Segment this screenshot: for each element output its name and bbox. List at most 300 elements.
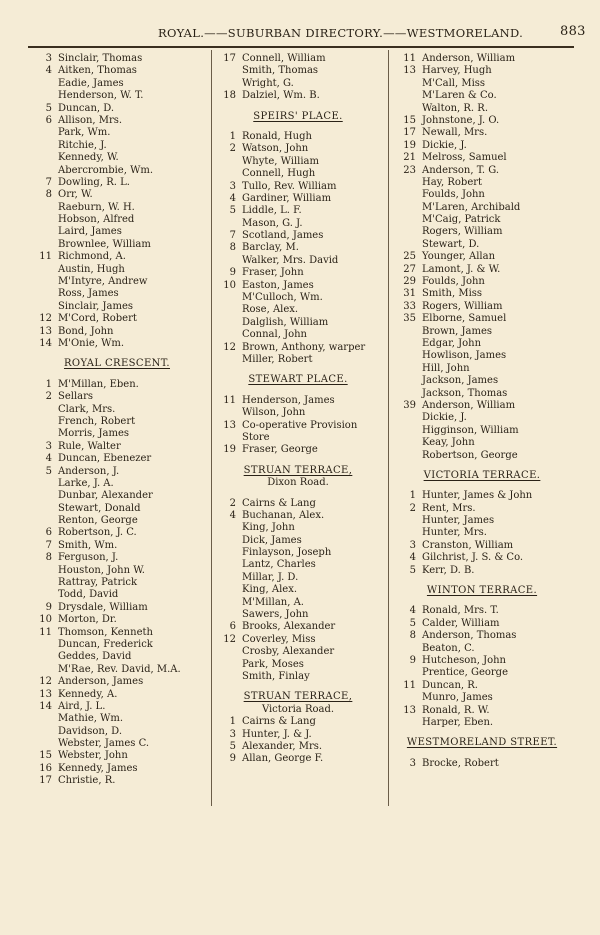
resident-name: M'Caig, Patrick — [422, 214, 501, 226]
resident-name: Duncan, Ebenezer — [58, 453, 152, 465]
directory-entry — [28, 127, 206, 139]
directory-entry — [392, 412, 572, 424]
directory-entry — [212, 90, 384, 102]
directory-entry — [28, 750, 206, 762]
resident-name: Dickie, J. — [422, 412, 467, 424]
resident-name: Connell, Hugh — [242, 168, 316, 180]
resident-name: Gilchrist, J. S. & Co. — [422, 552, 524, 564]
directory-entry — [28, 226, 206, 238]
house-number: 12 — [39, 676, 52, 688]
house-number: 1 — [229, 130, 236, 142]
house-number: 9 — [45, 601, 52, 613]
resident-name: Bond, John — [58, 325, 114, 337]
house-number: 2 — [229, 143, 236, 155]
directory-entry — [392, 388, 572, 400]
directory-entry — [212, 181, 384, 193]
house-number: 14 — [39, 337, 52, 349]
directory-entry — [28, 140, 206, 152]
resident-name: Ronald, R. W. — [422, 704, 490, 716]
house-number: 3 — [409, 757, 416, 769]
section-spacer — [392, 482, 572, 490]
street-heading — [212, 111, 384, 123]
house-number: 7 — [45, 176, 52, 188]
directory-entry — [392, 350, 572, 362]
directory-entry — [28, 264, 206, 276]
directory-entry — [392, 655, 572, 667]
directory-entry — [392, 189, 572, 201]
resident-name: Todd, David — [58, 589, 119, 601]
directory-entry — [212, 267, 384, 279]
directory-entry — [28, 565, 206, 577]
directory-column-1 — [28, 53, 206, 788]
resident-name: Higginson, William — [422, 424, 519, 436]
directory-entry — [392, 643, 572, 655]
directory-entry — [212, 354, 384, 366]
section-spacer — [212, 366, 384, 374]
resident-name: Anderson, J. — [58, 465, 120, 477]
directory-entry — [212, 304, 384, 316]
house-number: 3 — [229, 180, 236, 192]
resident-name: Harper, Eben. — [422, 716, 494, 728]
directory-entry — [28, 478, 206, 490]
resident-name: Park, Wm. — [58, 127, 111, 139]
house-number: 27 — [403, 263, 416, 275]
house-number: 11 — [403, 679, 416, 691]
house-number: 8 — [409, 630, 416, 642]
directory-entry — [212, 621, 384, 633]
house-number: 12 — [39, 313, 52, 325]
resident-name: Rogers, William — [422, 300, 503, 312]
directory-entry — [212, 634, 384, 646]
resident-name: Gardiner, William — [242, 192, 332, 204]
house-number: 11 — [223, 394, 236, 406]
directory-entry — [392, 503, 572, 515]
directory-entry — [392, 251, 572, 263]
directory-entry — [392, 375, 572, 387]
directory-entry — [28, 453, 206, 465]
resident-name: Harvey, Hugh — [422, 65, 492, 77]
directory-entry — [392, 758, 572, 770]
resident-name: Smith, Finlay — [242, 670, 310, 682]
resident-name: Smith, Thomas — [242, 65, 319, 77]
resident-name: Mathie, Wm. — [58, 713, 124, 725]
directory-entry — [392, 515, 572, 527]
resident-name: Calder, William — [422, 617, 500, 629]
house-number: 10 — [223, 279, 236, 291]
street-heading — [212, 691, 384, 703]
resident-name: Allan, George F. — [242, 753, 324, 765]
resident-name: Hill, John — [422, 362, 470, 374]
resident-name: Allison, Mrs. — [58, 114, 123, 126]
house-number: 4 — [229, 509, 236, 521]
directory-entry — [392, 226, 572, 238]
directory-entry — [392, 165, 572, 177]
resident-name: Eadie, James — [58, 77, 124, 89]
section-spacer — [212, 457, 384, 465]
resident-name: Sinclair, James — [58, 300, 133, 312]
directory-entry — [392, 115, 572, 127]
resident-name: Melross, Samuel — [422, 152, 507, 164]
directory-entry — [28, 515, 206, 527]
resident-name: Stewart, D. — [422, 238, 480, 250]
directory-entry — [28, 165, 206, 177]
resident-name: Brooks, Alexander — [242, 621, 336, 633]
directory-column-3 — [392, 53, 572, 770]
resident-name: Aird, J. L. — [58, 700, 106, 712]
resident-name: Munro, James — [422, 692, 493, 704]
directory-entry — [28, 115, 206, 127]
directory-entry — [212, 255, 384, 267]
resident-name: Buchanan, Alex. — [242, 509, 325, 521]
directory-entry — [28, 527, 206, 539]
house-number: 2 — [45, 391, 52, 403]
resident-name: Ronald, Mrs. T. — [422, 605, 499, 617]
directory-entry — [28, 103, 206, 115]
house-number: 1 — [409, 490, 416, 502]
directory-entry — [392, 618, 572, 630]
street-heading — [392, 737, 572, 749]
street-heading-text: WINTON TERRACE. — [426, 585, 538, 597]
resident-name: Brownlee, William — [58, 238, 151, 250]
resident-name: Aitken, Thomas — [58, 65, 137, 77]
house-number: 8 — [229, 242, 236, 254]
resident-name: Cairns & Lang — [242, 716, 316, 728]
resident-name: Lamont, J. & W. — [422, 263, 501, 275]
resident-name: Rattray, Patrick — [58, 577, 138, 589]
resident-name: Younger, Allan — [422, 251, 496, 263]
resident-name: Stewart, Donald — [58, 502, 141, 514]
house-number: 4 — [409, 605, 416, 617]
directory-entry — [28, 664, 206, 676]
resident-name: Beaton, C. — [422, 642, 475, 654]
column-divider — [388, 50, 389, 806]
resident-name: Newall, Mrs. — [422, 127, 488, 139]
resident-name: Geddes, David — [58, 651, 132, 663]
directory-entry — [212, 65, 384, 77]
resident-name: Clark, Mrs. — [58, 403, 116, 415]
resident-name: Dalglish, William — [242, 316, 329, 328]
directory-entry — [28, 288, 206, 300]
directory-entry — [212, 498, 384, 510]
street-heading-text: STRUAN TERRACE, — [243, 464, 353, 476]
directory-entry — [28, 540, 206, 552]
directory-entry — [392, 326, 572, 338]
resident-name: Anderson, William — [422, 53, 516, 64]
directory-entry — [392, 103, 572, 115]
directory-entry — [28, 428, 206, 440]
directory-entry — [392, 490, 572, 502]
resident-name: Duncan, Frederick — [58, 638, 153, 650]
resident-name: Dickie, J. — [422, 139, 467, 151]
resident-name: Raeburn, W. H. — [58, 201, 135, 213]
directory-entry — [212, 218, 384, 230]
directory-entry — [392, 202, 572, 214]
directory-entry — [392, 425, 572, 437]
directory-entry — [28, 738, 206, 750]
resident-name: Jackson, Thomas — [422, 387, 508, 399]
directory-entry — [28, 276, 206, 288]
directory-entry — [28, 701, 206, 713]
directory-entry — [28, 651, 206, 663]
resident-name: M'Rae, Rev. David, M.A. — [58, 663, 181, 675]
resident-name: Elborne, Samuel — [422, 313, 507, 325]
resident-name: Howlison, James — [422, 350, 507, 362]
resident-name: Anderson, T. G. — [422, 164, 500, 176]
street-heading-text: VICTORIA TERRACE. — [423, 469, 541, 481]
house-number: 3 — [409, 539, 416, 551]
house-number: 5 — [409, 564, 416, 576]
directory-entry — [212, 193, 384, 205]
directory-entry — [392, 90, 572, 102]
directory-entry — [392, 152, 572, 164]
directory-entry — [28, 689, 206, 701]
directory-entry — [212, 156, 384, 168]
street-heading — [392, 585, 572, 597]
house-number: 17 — [39, 775, 52, 787]
directory-entry — [212, 131, 384, 143]
house-number: 6 — [229, 621, 236, 633]
directory-entry — [212, 78, 384, 90]
directory-entry — [392, 692, 572, 704]
directory-entry — [392, 605, 572, 617]
house-number: 3 — [229, 728, 236, 740]
section-spacer — [392, 750, 572, 758]
house-number: 11 — [39, 251, 52, 263]
resident-name: King, Alex. — [242, 584, 298, 596]
directory-entry — [28, 152, 206, 164]
directory-entry — [392, 338, 572, 350]
directory-entry — [28, 404, 206, 416]
resident-name: Walton, R. R. — [422, 102, 489, 114]
house-number: 13 — [39, 688, 52, 700]
house-number: 17 — [403, 127, 416, 139]
resident-name: Watson, John — [242, 143, 309, 155]
resident-name: Cairns & Lang — [242, 497, 316, 509]
house-number: 16 — [39, 762, 52, 774]
resident-name: Davidson, D. — [58, 725, 123, 737]
directory-entry — [212, 716, 384, 728]
house-number: 4 — [45, 453, 52, 465]
house-number: 7 — [229, 230, 236, 242]
resident-name: Smith, Miss — [422, 288, 483, 300]
house-number: 9 — [409, 654, 416, 666]
directory-entry — [212, 741, 384, 753]
resident-name: Liddle, L. F. — [242, 205, 302, 217]
resident-name: Walker, Mrs. David — [242, 254, 339, 266]
header-rule — [28, 46, 574, 48]
resident-name: Robertson, George — [422, 449, 518, 461]
house-number: 31 — [403, 288, 416, 300]
resident-name: Kennedy, W. — [58, 152, 119, 164]
resident-name: Tullo, Rev. William — [242, 180, 337, 192]
resident-name: Hunter, Mrs. — [422, 527, 487, 539]
resident-name: Rent, Mrs. — [422, 502, 476, 514]
resident-name: Mason, G. J. — [242, 217, 303, 229]
resident-name: Alexander, Mrs. — [242, 740, 323, 752]
resident-name: Hunter, J. & J. — [242, 728, 312, 740]
resident-name: M'Culloch, Wm. — [242, 292, 323, 304]
directory-entry — [212, 143, 384, 155]
house-number: 11 — [39, 626, 52, 638]
resident-name: M'Call, Miss — [422, 77, 486, 89]
directory-entry — [212, 547, 384, 559]
resident-name: Rule, Walter — [58, 440, 121, 452]
directory-entry — [28, 251, 206, 263]
resident-name: Morton, Dr. — [58, 614, 117, 626]
directory-entry — [212, 671, 384, 683]
resident-name: Co-operative Provision — [242, 419, 358, 431]
resident-name: Morris, James — [58, 428, 130, 440]
house-number: 9 — [229, 267, 236, 279]
resident-name: Finlayson, Joseph — [242, 547, 332, 559]
house-number: 1 — [45, 378, 52, 390]
directory-entry — [392, 239, 572, 251]
page-number: 883 — [560, 24, 586, 39]
directory-entry — [212, 444, 384, 456]
resident-name: Hunter, James — [422, 515, 495, 527]
street-heading-text: SPEIRS' PLACE. — [253, 110, 343, 122]
resident-name: M'Millan, A. — [242, 596, 304, 608]
section-spacer — [212, 387, 384, 395]
section-spacer — [212, 123, 384, 131]
resident-name: Connell, William — [242, 53, 326, 64]
resident-name: Orr, W. — [58, 189, 93, 201]
resident-name: Prentice, George — [422, 667, 508, 679]
directory-entry — [212, 292, 384, 304]
street-heading-text: ROYAL CRESCENT. — [63, 358, 170, 370]
directory-entry — [212, 242, 384, 254]
directory-entry — [392, 301, 572, 313]
street-heading — [212, 374, 384, 386]
page-header — [0, 26, 600, 44]
resident-name: Kennedy, James — [58, 762, 138, 774]
directory-entry — [392, 630, 572, 642]
house-number: 15 — [403, 114, 416, 126]
resident-name: Edgar, John — [422, 337, 482, 349]
directory-entry — [28, 391, 206, 403]
house-number: 4 — [409, 552, 416, 564]
directory-entry — [28, 726, 206, 738]
directory-entry — [212, 168, 384, 180]
directory-entry — [212, 646, 384, 658]
resident-name: Easton, James — [242, 279, 314, 291]
directory-entry — [212, 205, 384, 217]
resident-name: Dunbar, Alexander — [58, 490, 153, 502]
section-spacer — [28, 371, 206, 379]
resident-name: Miller, Robert — [242, 353, 313, 365]
directory-entry — [392, 363, 572, 375]
directory-entry — [392, 313, 572, 325]
house-number: 13 — [403, 704, 416, 716]
directory-entry — [212, 329, 384, 341]
street-heading — [392, 470, 572, 482]
directory-entry — [28, 441, 206, 453]
house-number: 5 — [409, 617, 416, 629]
house-number: 5 — [229, 740, 236, 752]
resident-name: Duncan, R. — [422, 679, 478, 691]
resident-name: Sellars — [58, 391, 94, 403]
resident-name: Anderson, James — [58, 676, 144, 688]
street-heading-text: STRUAN TERRACE, — [243, 691, 353, 703]
resident-name: Abercrombie, Wm. — [58, 164, 154, 176]
directory-entry — [212, 597, 384, 609]
resident-name: Anderson, William — [422, 399, 516, 411]
directory-entry — [28, 490, 206, 502]
directory-entry — [392, 400, 572, 412]
directory-entry — [28, 602, 206, 614]
directory-entry — [28, 239, 206, 251]
directory-entry — [28, 202, 206, 214]
directory-entry — [392, 214, 572, 226]
house-number: 8 — [45, 189, 52, 201]
resident-name: Park, Moses — [242, 658, 304, 670]
resident-name: Houston, John W. — [58, 564, 145, 576]
resident-name: Lantz, Charles — [242, 559, 316, 571]
street-heading — [212, 465, 384, 477]
directory-entry — [28, 466, 206, 478]
resident-name: Laird, James — [58, 226, 122, 238]
resident-name: M'Laren & Co. — [422, 90, 497, 102]
resident-name: M'Cord, Robert — [58, 313, 137, 325]
house-number: 39 — [403, 399, 416, 411]
resident-name: Sawers, John — [242, 609, 309, 621]
directory-entry — [28, 577, 206, 589]
resident-name: Ronald, Hugh — [242, 130, 312, 142]
resident-name: Jackson, James — [422, 375, 499, 387]
resident-name: Ritchie, J. — [58, 139, 107, 151]
section-spacer — [28, 350, 206, 358]
directory-entry — [28, 65, 206, 77]
resident-name: Connal, John — [242, 329, 307, 341]
directory-entry — [392, 565, 572, 577]
house-number: 29 — [403, 276, 416, 288]
directory-entry — [28, 90, 206, 102]
house-number: 17 — [223, 53, 236, 64]
section-spacer — [212, 490, 384, 498]
directory-entry — [212, 420, 384, 432]
resident-name: Smith, Wm. — [58, 539, 118, 551]
house-number: 9 — [229, 753, 236, 765]
section-spacer — [212, 683, 384, 691]
resident-name: Whyte, William — [242, 155, 320, 167]
house-number: 6 — [45, 114, 52, 126]
resident-name: Kennedy, A. — [58, 688, 118, 700]
directory-entry — [212, 659, 384, 671]
directory-entry — [212, 395, 384, 407]
resident-name: Kerr, D. B. — [422, 564, 475, 576]
directory-entry — [28, 177, 206, 189]
resident-name: M'Laren, Archibald — [422, 201, 521, 213]
house-number: 1 — [229, 716, 236, 728]
house-number: 33 — [403, 300, 416, 312]
directory-entry — [212, 609, 384, 621]
resident-name: Wright, G. — [242, 77, 294, 89]
directory-entry — [392, 127, 572, 139]
house-number: 3 — [45, 53, 52, 64]
directory-entry — [392, 65, 572, 77]
resident-name: Austin, Hugh — [58, 263, 125, 275]
house-number: 13 — [403, 65, 416, 77]
resident-name: Brocke, Robert — [422, 757, 499, 769]
section-spacer — [212, 103, 384, 111]
directory-entry — [28, 775, 206, 787]
resident-name: Hobson, Alfred — [58, 214, 135, 226]
resident-name: Henderson, W. T. — [58, 90, 144, 102]
directory-entry — [212, 572, 384, 584]
resident-name: Rose, Alex. — [242, 304, 299, 316]
house-number: 35 — [403, 313, 416, 325]
street-heading-text: WESTMORELAND STREET. — [406, 737, 558, 749]
